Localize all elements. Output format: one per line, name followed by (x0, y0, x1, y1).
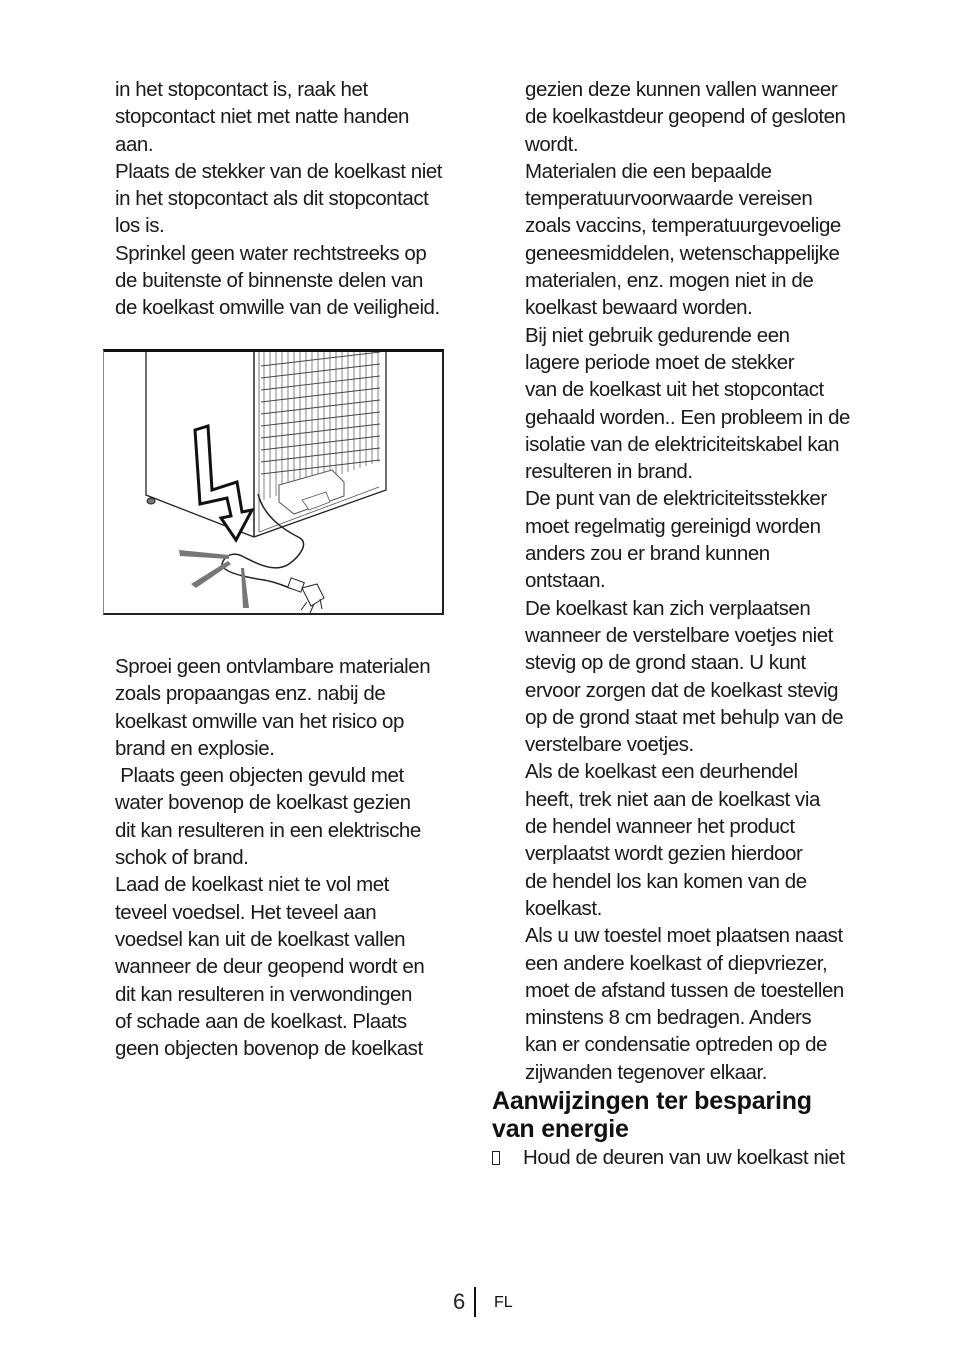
lightning-arrow-icon (195, 426, 252, 540)
text-line: heeft, trek niet aan de koelkast via (525, 787, 820, 811)
text-line: aan. (115, 132, 154, 156)
text-line: zijwanden tegenover elkaar. (525, 1060, 767, 1084)
text-line: isolatie van de elektriciteitskabel kan (525, 432, 840, 456)
text-line: de buitenste of binnenste delen van (115, 269, 423, 293)
text-line: Plaats geen objecten gevuld met (115, 764, 404, 788)
text-line: Materialen die een bepaalde (525, 159, 772, 183)
left-column-top-text (115, 76, 475, 322)
text-line: ervoor zorgen dat de koelkast stevig (525, 678, 839, 702)
text-line: moet regelmatig gereinigd worden (525, 514, 821, 538)
text-line: in het stopcontact is, raak het (115, 78, 368, 101)
text-line: verplaatst wordt gezien hierdoor (525, 842, 803, 866)
text-line: Laad de koelkast niet te vol met (115, 873, 389, 897)
text-line: los is. (115, 214, 165, 238)
text-line: kan er condensatie optreden op de (525, 1033, 827, 1057)
text-line: De koelkast kan zich verplaatsen (525, 596, 811, 620)
text-line: geneesmiddelen, wetenschappelijke (525, 241, 840, 265)
footer-divider (474, 1287, 476, 1317)
text-line: in het stopcontact als dit stopcontact (115, 187, 429, 211)
text-line: gehaald worden.. Een probleem in de (525, 405, 851, 429)
bullet-text: Houd de deuren van uw koelkast niet (523, 1146, 845, 1169)
text-line: temperatuurvoorwaarde vereisen (525, 187, 813, 211)
text-line: water bovenop de koelkast gezien (115, 791, 411, 815)
text-line: resulteren in brand. (525, 460, 693, 484)
refrigerator-cord-warning-figure (103, 349, 444, 615)
left-column-bottom-text (115, 653, 475, 1062)
text-line: ontstaan. (525, 569, 606, 593)
missing-glyph-bullet-icon (492, 1151, 500, 1165)
text-line: lagere periode moet de stekker (525, 350, 795, 374)
text-line: de hendel los kan komen van de (525, 869, 807, 893)
refrigerator-illustration (104, 352, 443, 614)
page-footer (0, 1287, 954, 1319)
text-line: minstens 8 cm bedragen. Anders (525, 1006, 812, 1030)
text-line: geen objecten bovenop de koelkast (115, 1037, 423, 1061)
text-line: stopcontact niet met natte handen (115, 105, 410, 129)
text-line: van de koelkast uit het stopcontact (525, 378, 824, 402)
page-number: 6 (453, 1289, 466, 1314)
power-plug-icon (288, 578, 324, 613)
text-line: gezien deze kunnen vallen wanneer (525, 78, 838, 101)
text-line: of schade aan de koelkast. Plaats (115, 1009, 407, 1033)
text-line: Als u uw toestel moet plaatsen naast (525, 924, 843, 948)
heading-line: Aanwijzingen ter besparing (492, 1087, 812, 1115)
text-line: zoals propaangas enz. nabij de (115, 682, 386, 706)
text-line: anders zou er brand kunnen (525, 542, 770, 566)
text-line: stevig op de grond staan. U kunt (525, 651, 806, 675)
text-line: wanneer de verstelbare voetjes niet (525, 623, 833, 647)
text-line: wordt. (525, 132, 579, 156)
text-line: Sproei geen ontvlambare materialen (115, 655, 431, 678)
text-line: wanneer de deur geopend wordt en (115, 955, 425, 979)
text-line: zoals vaccins, temperatuurgevoelige (525, 214, 841, 238)
text-line: voedsel kan uit de koelkast vallen (115, 927, 406, 951)
text-line: Sprinkel geen water rechtstreeks op (115, 241, 427, 265)
bullet-item (492, 1144, 845, 1171)
text-line: verstelbare voetjes. (525, 733, 694, 757)
right-column-text (525, 76, 885, 1086)
text-line: Plaats de stekker van de koelkast niet (115, 159, 443, 183)
text-line: koelkast omwille van het risico op (115, 709, 404, 733)
language-code: FL (494, 1294, 513, 1311)
text-line: dit kan resulteren in een elektrische (115, 818, 421, 842)
text-line: de koelkastdeur geopend of gesloten (525, 105, 846, 129)
text-line: de hendel wanneer het product (525, 815, 795, 839)
text-line: moet de afstand tussen de toestellen (525, 978, 844, 1002)
text-line: dit kan resulteren in verwondingen (115, 982, 412, 1006)
text-line: Als de koelkast een deurhendel (525, 760, 798, 784)
text-line: koelkast bewaard worden. (525, 296, 753, 320)
section-heading-energy-saving (492, 1087, 812, 1143)
text-line: brand en explosie. (115, 736, 275, 760)
text-line: de koelkast omwille van de veiligheid. (115, 296, 440, 320)
text-line: schok of brand. (115, 846, 249, 870)
text-line: Bij niet gebruik gedurende een (525, 323, 790, 347)
text-line: De punt van de elektriciteitsstekker (525, 487, 827, 511)
text-line: teveel voedsel. Het teveel aan (115, 900, 377, 924)
text-line: op de grond staat met behulp van de (525, 705, 844, 729)
text-line: koelkast. (525, 896, 602, 920)
text-line: een andere koelkast of diepvriezer, (525, 951, 828, 975)
heading-line: van energie (492, 1115, 629, 1143)
text-line: materialen, enz. mogen niet in de (525, 269, 814, 293)
